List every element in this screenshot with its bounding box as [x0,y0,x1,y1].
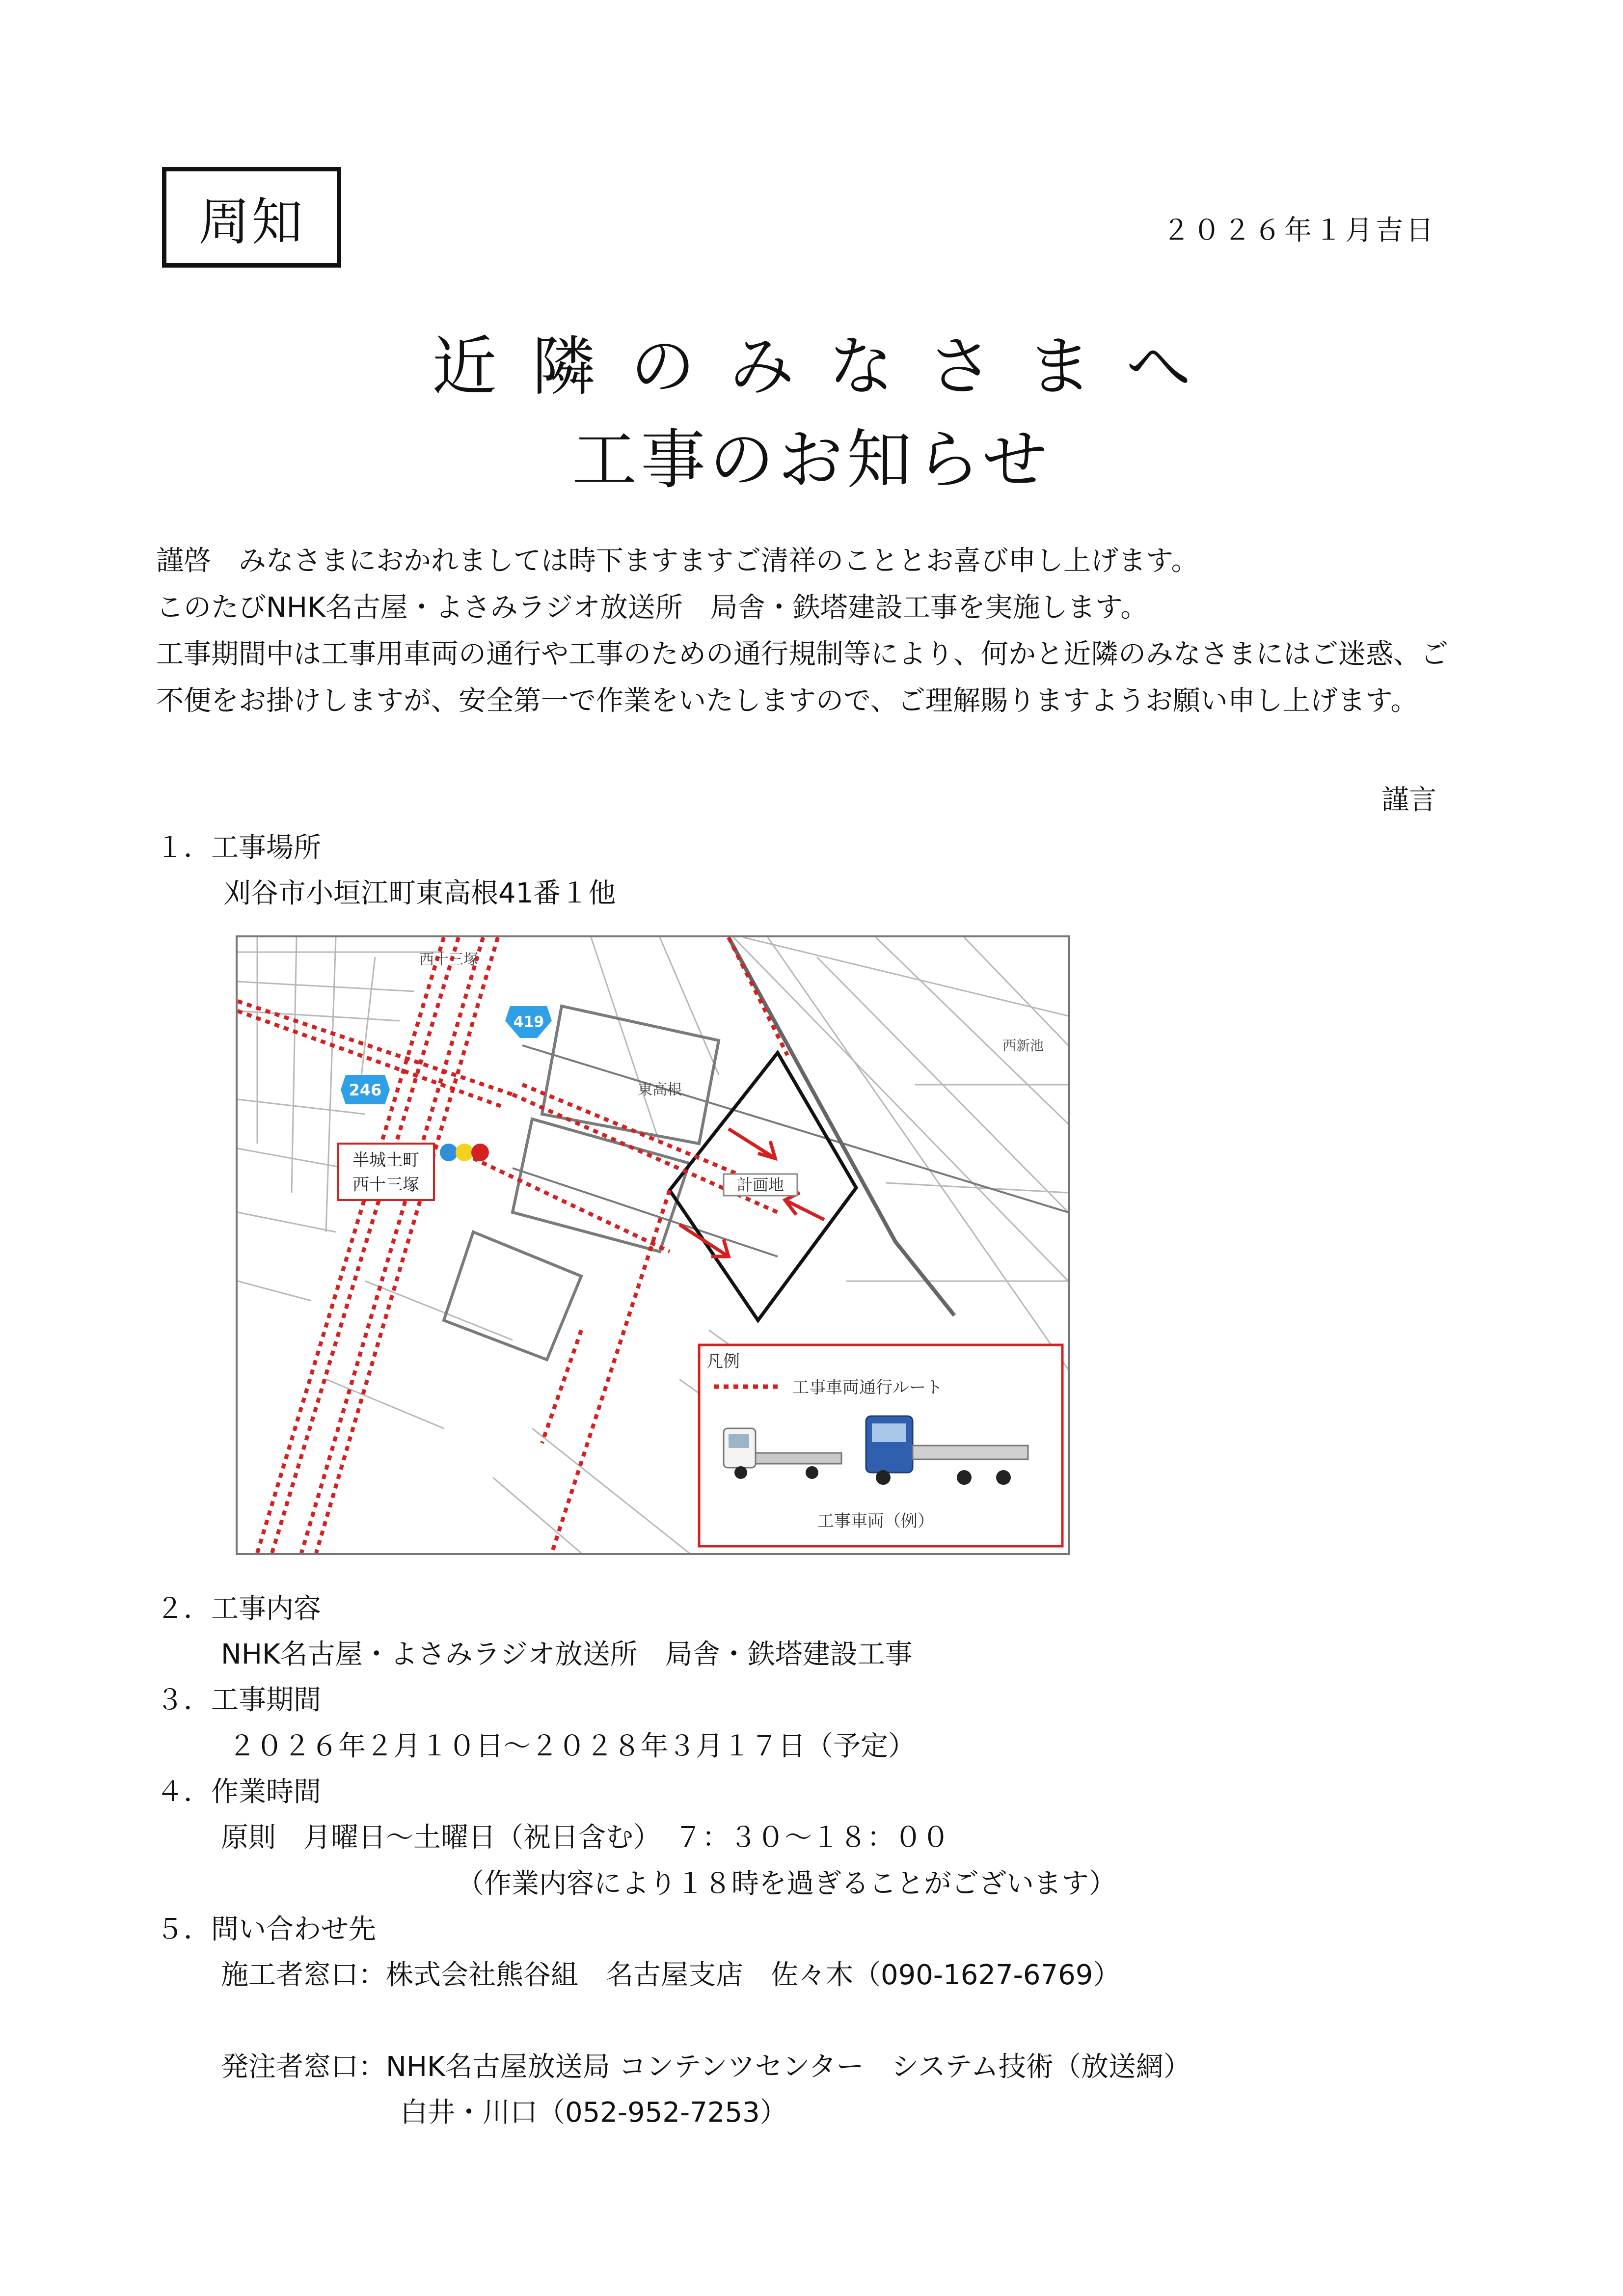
legend-route-label: 工事車両通行ルート [792,1378,943,1397]
issue-date: ２０２６年１月吉日 [1163,215,1436,246]
section-2-heading: ２．工事内容 [156,1593,321,1625]
intro-paragraph-1: 謹啓 みなさまにおかれましては時下ますますご清祥のこととお喜び申し上げます。 [156,545,1199,577]
section-4-note: （作業内容により１８時を過ぎることがございます） [457,1868,1116,1900]
notice-label-box [162,167,341,268]
section-4-heading: ４．作業時間 [156,1776,321,1808]
page-title: 近隣のみなさまへ [432,329,1225,405]
svg-text:246: 246 [349,1081,382,1099]
section-4-body: 原則 月曜日～土曜日（祝日含む） ７：３０～１８：００ [221,1822,949,1854]
page-subtitle: 工事のお知らせ [571,422,1052,498]
map-legend [699,1345,1062,1546]
traffic-signal-icon [440,1144,489,1161]
section-3-body: ２０２６年２月１０日～２０２８年３月１７日（予定） [228,1730,916,1762]
section-3-heading: ３．工事期間 [156,1684,321,1716]
closing-word: 謹言 [1381,784,1436,816]
route-marker-419 [505,1006,552,1038]
section-5-heading: ５．問い合わせ先 [156,1913,376,1945]
orderer-contact: 発注者窓口：NHK名古屋放送局 コンテンツセンター システム技術（放送網） [221,2051,1191,2083]
intro-paragraph-3: 工事期間中は工事用車両の通行や工事のための通行規制等により、何かと近隣のみなさまにはご迷惑、ご不便をお掛けしますが、安全第一で作業をいたしますので、ご理解賜りますようお願い申し上げます。 [156,638,1448,717]
intro-paragraph-2: このたびNHK名古屋・よさみラジオ放送所 局舎・鉄塔建設工事を実施します。 [156,592,1148,624]
site-map [236,935,1070,1555]
orderer-names: 白井・川口（052-952-7253） [400,2097,787,2129]
legend-title: 凡例 [706,1352,740,1371]
svg-text:419: 419 [513,1013,544,1031]
map-site-label: 計画地 [736,1175,784,1194]
section-1-heading: １．工事場所 [156,832,321,864]
map-area-label-ne: 西新池 [1002,1038,1044,1054]
section-2-body: NHK名古屋・よさみラジオ放送所 局舎・鉄塔建設工事 [221,1639,913,1670]
legend-vehicle-label: 工事車両（例） [817,1511,934,1531]
intersection-label-1: 半城土町 [352,1150,419,1170]
section-1-body: 刈谷市小垣江町東高根41番１他 [223,877,616,909]
map-area-label-nw: 西十三塚 [419,951,478,968]
intersection-label-2: 西十三塚 [352,1175,419,1195]
map-area-label-center: 東高根 [638,1081,682,1098]
route-marker-246 [341,1075,390,1104]
notice-label: 周知 [198,191,305,252]
contractor-contact: 施工者窓口：株式会社熊谷組 名古屋支店 佐々木（090-1627-6769） [221,1959,1121,1991]
